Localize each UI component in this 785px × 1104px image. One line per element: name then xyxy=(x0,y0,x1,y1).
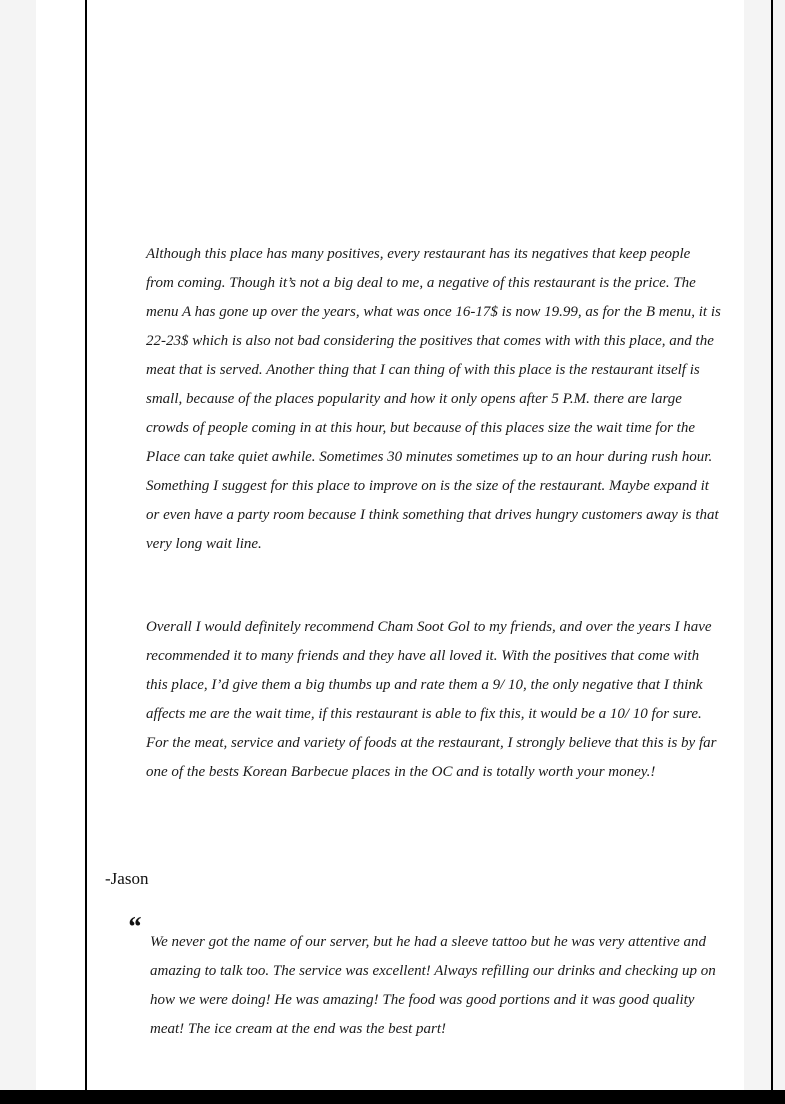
quote-paragraph: We never got the name of our server, but he had a sleeve tattoo but he was very attentive and amazing to talk too. The service was excellent! Always refilling our drinks and checking up on how we were doing! He was amazing! The food was good portions and it was good quality meat! The ice cream at the end was the best part! xyxy=(150,934,716,1037)
review-paragraph-1: Although this place has many positives, every restaurant has its negatives that keep people from coming. Though it’s not a big deal to me, a negative of this restaurant is the price. The menu A has gone up over the years, what was once 16-17$ is now 19.99, as for the B menu, it is 22-23$ which is also not bad considering the positives that comes with with this place, and the meat that is served. Another thing that I can thing of with this place is the restaurant itself is small, because of the places popularity and how it only opens after 5 P.M. there are large crowds of people coming in at this hour, but because of this places size the wait time for the Place can take quiet awhile. Sometimes 30 minutes sometimes up to an hour during rush hour. Something I suggest for this place to improve on is the size of the restaurant. Maybe expand it or even have a party room because I think something that drives hungry customers away is that very long wait line. xyxy=(146,246,721,552)
open-quote-mark: “ xyxy=(127,912,141,943)
bottom-black-bar xyxy=(0,1090,785,1104)
document-page xyxy=(36,0,744,1090)
signature: -Jason xyxy=(105,869,149,888)
review-paragraph-2: Overall I would definitely recommend Cham Soot Gol to my friends, and over the years I have recommended it to many friends and they have all loved it. With the positives that come with this place, I’d give them a big thumbs up and rate them a 9/ 10, the only negative that I think affects me are the wait time, if this restaurant is able to fix this, it would be a 10/ 10 for sure. For the meat, service and variety of foods at the restaurant, I strongly believe that this is by far one of the bests Korean Barbecue places in the OC and is totally worth your money.! xyxy=(146,619,717,780)
frame-right-border xyxy=(771,0,773,1090)
frame-left-border xyxy=(85,0,87,1090)
